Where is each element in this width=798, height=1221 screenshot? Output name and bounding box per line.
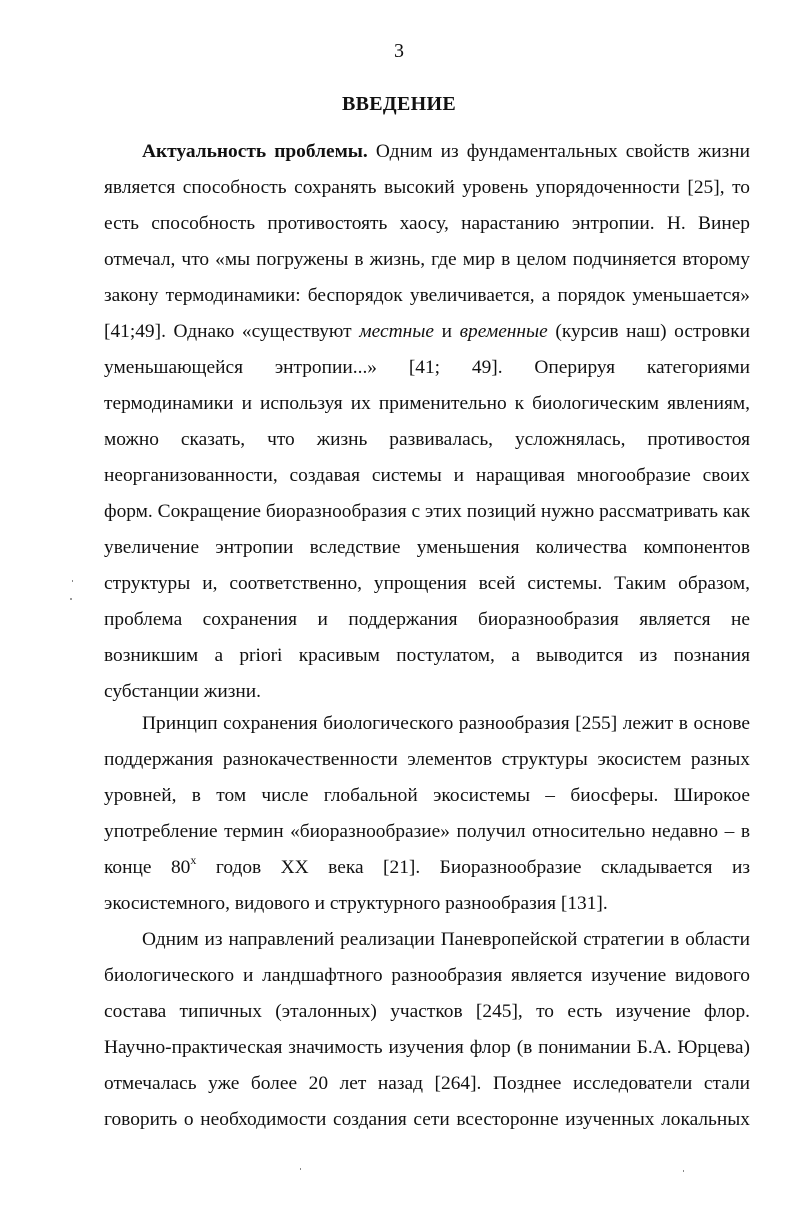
scan-speck bbox=[72, 580, 73, 582]
superscript: х bbox=[190, 853, 197, 867]
text-line bbox=[104, 314, 750, 350]
text-run: [41;49]. Однако «существуют bbox=[104, 321, 360, 342]
text-line: неорганизованности, создавая системы и наращивая многообразие своих bbox=[104, 465, 750, 486]
section-heading: ВВЕДЕНИЕ bbox=[342, 93, 456, 115]
bold-lead-in: Актуальность проблемы. bbox=[142, 141, 368, 162]
text-line: говорить о необходимости создания сети всесторонне изученных локальных bbox=[104, 1109, 750, 1130]
text-line: состава типичных (эталонных) участков [245], то есть изучение флор. bbox=[104, 1001, 750, 1022]
text-line: биологического и ландшафтного разнообразия является изучение видового bbox=[104, 965, 750, 986]
text-run: годов XX века [21]. Биоразнообразие складывается из bbox=[196, 857, 750, 878]
text-line bbox=[104, 134, 750, 170]
text-line bbox=[104, 850, 750, 886]
text-run: (курсив наш) островки bbox=[547, 321, 750, 342]
text-line: употребление термин «биоразнообразие» получил относительно недавно – в bbox=[104, 821, 750, 842]
text-line: можно сказать, что жизнь развивалась, усложнялась, противостоя bbox=[104, 429, 750, 450]
paragraph-relevance bbox=[104, 134, 750, 710]
text-line: закону термодинамики: беспорядок увеличивается, а порядок уменьшается» bbox=[104, 285, 750, 306]
scan-speck bbox=[300, 1168, 301, 1170]
text-line: Одним из направлений реализации Паневропейской стратегии в области bbox=[142, 929, 750, 950]
text-line: форм. Сокращение биоразнообразия с этих позиций нужно рассматривать как bbox=[104, 501, 750, 522]
text-line: является способность сохранять высокий уровень упорядоченности [25], то bbox=[104, 177, 750, 198]
text-run: Одним из фундаментальных свойств жизни bbox=[367, 141, 750, 162]
paragraph-strategy bbox=[104, 922, 750, 1138]
text-line: термодинамики и используя их применительно к биологическим явлениям, bbox=[104, 393, 750, 414]
text-line: есть способность противостоять хаосу, нарастанию энтропии. Н. Винер bbox=[104, 213, 750, 234]
text-line: отмечалась уже более 20 лет назад [264]. Позднее исследователи стали bbox=[104, 1073, 750, 1094]
paragraph-principle bbox=[104, 706, 750, 922]
scan-speck bbox=[70, 598, 72, 600]
text-line: проблема сохранения и поддержания биоразнообразия является не bbox=[104, 609, 750, 630]
text-run: и bbox=[433, 321, 460, 342]
text-line: Принцип сохранения биологического разнообразия [255] лежит в основе bbox=[142, 713, 750, 734]
text-line: экосистемного, видового и структурного разнообразия [131]. bbox=[104, 893, 608, 914]
text-line: субстанции жизни. bbox=[104, 681, 261, 702]
text-line: возникшим а priori красивым постулатом, а выводится из познания bbox=[104, 645, 750, 666]
text-line: уменьшающейся энтропии...» [41; 49]. Оперируя категориями bbox=[104, 357, 750, 378]
text-line: уровней, в том числе глобальной экосистемы – биосферы. Широкое bbox=[104, 785, 750, 806]
text-line: Научно-практическая значимость изучения флор (в понимании Б.А. Юрцева) bbox=[104, 1037, 750, 1058]
text-line: структуры и, соответственно, упрощения всей системы. Таким образом, bbox=[104, 573, 750, 594]
page-number: 3 bbox=[394, 40, 404, 62]
text-line: отмечал, что «мы погружены в жизнь, где мир в целом подчиняется второму bbox=[104, 249, 750, 270]
text-line: увеличение энтропии вследствие уменьшения количества компонентов bbox=[104, 537, 750, 558]
scan-speck bbox=[683, 1170, 684, 1172]
text-line: поддержания разнокачественности элементов структуры экосистем разных bbox=[104, 749, 750, 770]
italic-term: местные bbox=[359, 321, 434, 342]
italic-term: временные bbox=[459, 321, 548, 342]
text-run: конце 80 bbox=[104, 857, 191, 878]
